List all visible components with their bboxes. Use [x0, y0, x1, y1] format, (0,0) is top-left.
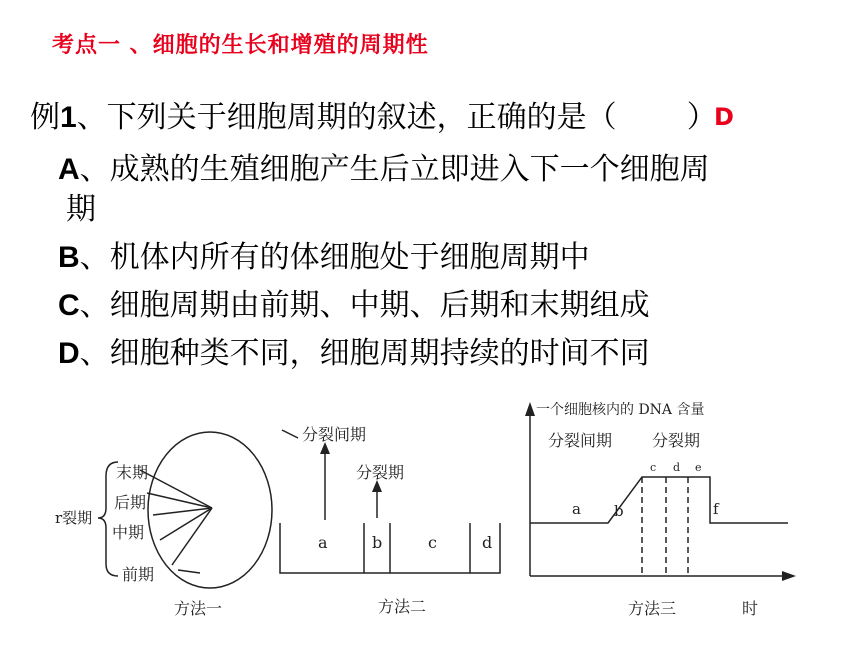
answer-mark: D [714, 103, 734, 131]
method2-top-label: 分裂间期 [302, 425, 367, 444]
x-axis-arrow [782, 571, 796, 581]
question-number: 1 [60, 101, 77, 134]
method2-mid-label: 分裂期 [356, 463, 405, 482]
sector-line [172, 508, 212, 565]
point-label: a [572, 500, 581, 518]
method3-x-label: 时 [742, 599, 759, 618]
dna-curve [530, 477, 788, 523]
arrow-tick [282, 430, 298, 438]
phase-label: 前期 [122, 565, 155, 584]
option-b [58, 232, 590, 276]
question-line [30, 92, 717, 136]
phase-label: 后期 [114, 493, 147, 512]
point-label: c [650, 461, 657, 474]
segment-label: d [482, 533, 493, 552]
option-c [58, 280, 650, 324]
option-text: 、细胞种类不同，细胞周期持续的时间不同 [79, 336, 650, 371]
option-letter: B [58, 241, 80, 274]
point-label: b [614, 502, 624, 520]
division-label: 分裂期 [652, 431, 701, 450]
phase-label: 中期 [112, 523, 145, 542]
segment-label: c [428, 533, 437, 552]
option-d [58, 328, 650, 372]
y-axis-arrow [525, 402, 535, 416]
cell-cycle-figure [0, 380, 860, 645]
method3-y-label: 一个细胞核内的 DNA 含量 [536, 402, 705, 418]
point-label: f [713, 500, 719, 518]
option-letter: C [58, 289, 80, 322]
point-label: d [673, 461, 681, 474]
method3-caption: 方法三 [628, 599, 677, 618]
option-text: 、细胞周期由前期、中期、后期和末期组成 [79, 288, 650, 323]
question-close: ） [686, 100, 717, 135]
point-label: e [695, 461, 702, 474]
pointer-line [178, 570, 200, 573]
question-text: 、下列关于细胞周期的叙述，正确的是（ [76, 100, 617, 135]
method2-diagram [280, 430, 500, 573]
interphase-label: 分裂间期 [548, 431, 613, 450]
option-letter: A [58, 153, 80, 186]
method1-side-label: r裂期 [55, 509, 93, 527]
brace [98, 462, 118, 576]
sector-line [147, 493, 212, 508]
question-prefix: 例 [30, 100, 60, 135]
segment-label: b [372, 533, 383, 552]
option-a [58, 144, 710, 188]
phase-label: 末期 [116, 463, 149, 482]
option-letter: D [58, 337, 80, 370]
section-heading: 考点一 、细胞的生长和增殖的周期性 [52, 33, 429, 58]
segment-label: a [318, 533, 328, 552]
option-text: 、机体内所有的体细胞处于细胞周期中 [79, 240, 590, 275]
method1-caption: 方法一 [174, 599, 223, 618]
method2-caption: 方法二 [378, 597, 427, 616]
option-a-continued: 期 [66, 192, 96, 227]
option-text: 、成熟的生殖细胞产生后立即进入下一个细胞周 [79, 152, 710, 187]
